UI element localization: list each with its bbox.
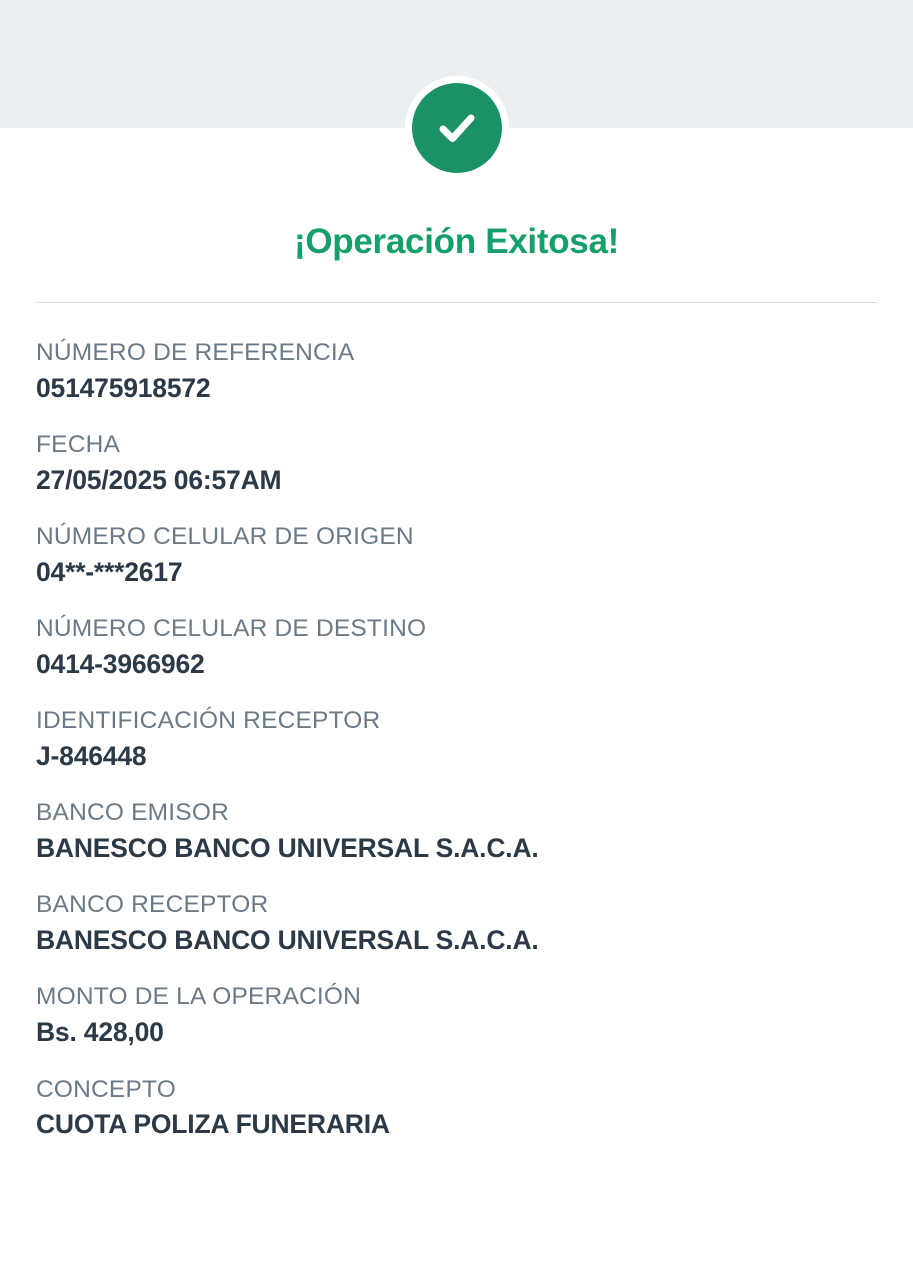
field-value: CUOTA POLIZA FUNERARIA	[36, 1109, 390, 1140]
receipt-field	[36, 706, 881, 773]
receipt-field	[36, 890, 881, 957]
field-value: 051475918572	[36, 372, 211, 403]
receipt-field	[36, 798, 881, 865]
field-value: 27/05/2025 06:57AM	[36, 464, 282, 495]
receipt-field	[36, 614, 881, 681]
receipt-field	[36, 1075, 881, 1142]
field-value: 0414-3966962	[36, 648, 205, 679]
receipt-field	[36, 982, 881, 1049]
field-value: BANESCO BANCO UNIVERSAL S.A.C.A.	[36, 832, 539, 863]
field-value: Bs. 428,00	[36, 1017, 164, 1048]
receipt-field	[36, 430, 881, 497]
field-label: MONTO DE LA OPERACIÓN	[36, 983, 362, 1011]
field-value: J-846448	[36, 740, 147, 771]
receipt-field	[36, 338, 881, 405]
receipt-field	[36, 522, 881, 589]
field-value: 04**-***2617	[36, 556, 183, 587]
field-label: NÚMERO DE REFERENCIA	[36, 339, 355, 366]
field-label: NÚMERO CELULAR DE ORIGEN	[36, 523, 414, 551]
field-label: IDENTIFICACIÓN RECEPTOR	[36, 707, 381, 735]
field-label: BANCO EMISOR	[36, 799, 229, 827]
badge-ring	[405, 76, 509, 180]
field-label: BANCO RECEPTOR	[36, 891, 269, 919]
page-title: ¡Operación Exitosa!	[294, 222, 619, 261]
check-circle-icon	[412, 83, 502, 173]
divider	[36, 302, 877, 303]
receipt-field-list	[36, 338, 881, 1167]
field-value: BANESCO BANCO UNIVERSAL S.A.C.A.	[36, 925, 539, 955]
field-label: CONCEPTO	[36, 1075, 176, 1103]
success-badge	[0, 76, 913, 180]
field-label: NÚMERO CELULAR DE DESTINO	[36, 615, 427, 643]
field-label: FECHA	[36, 431, 121, 459]
